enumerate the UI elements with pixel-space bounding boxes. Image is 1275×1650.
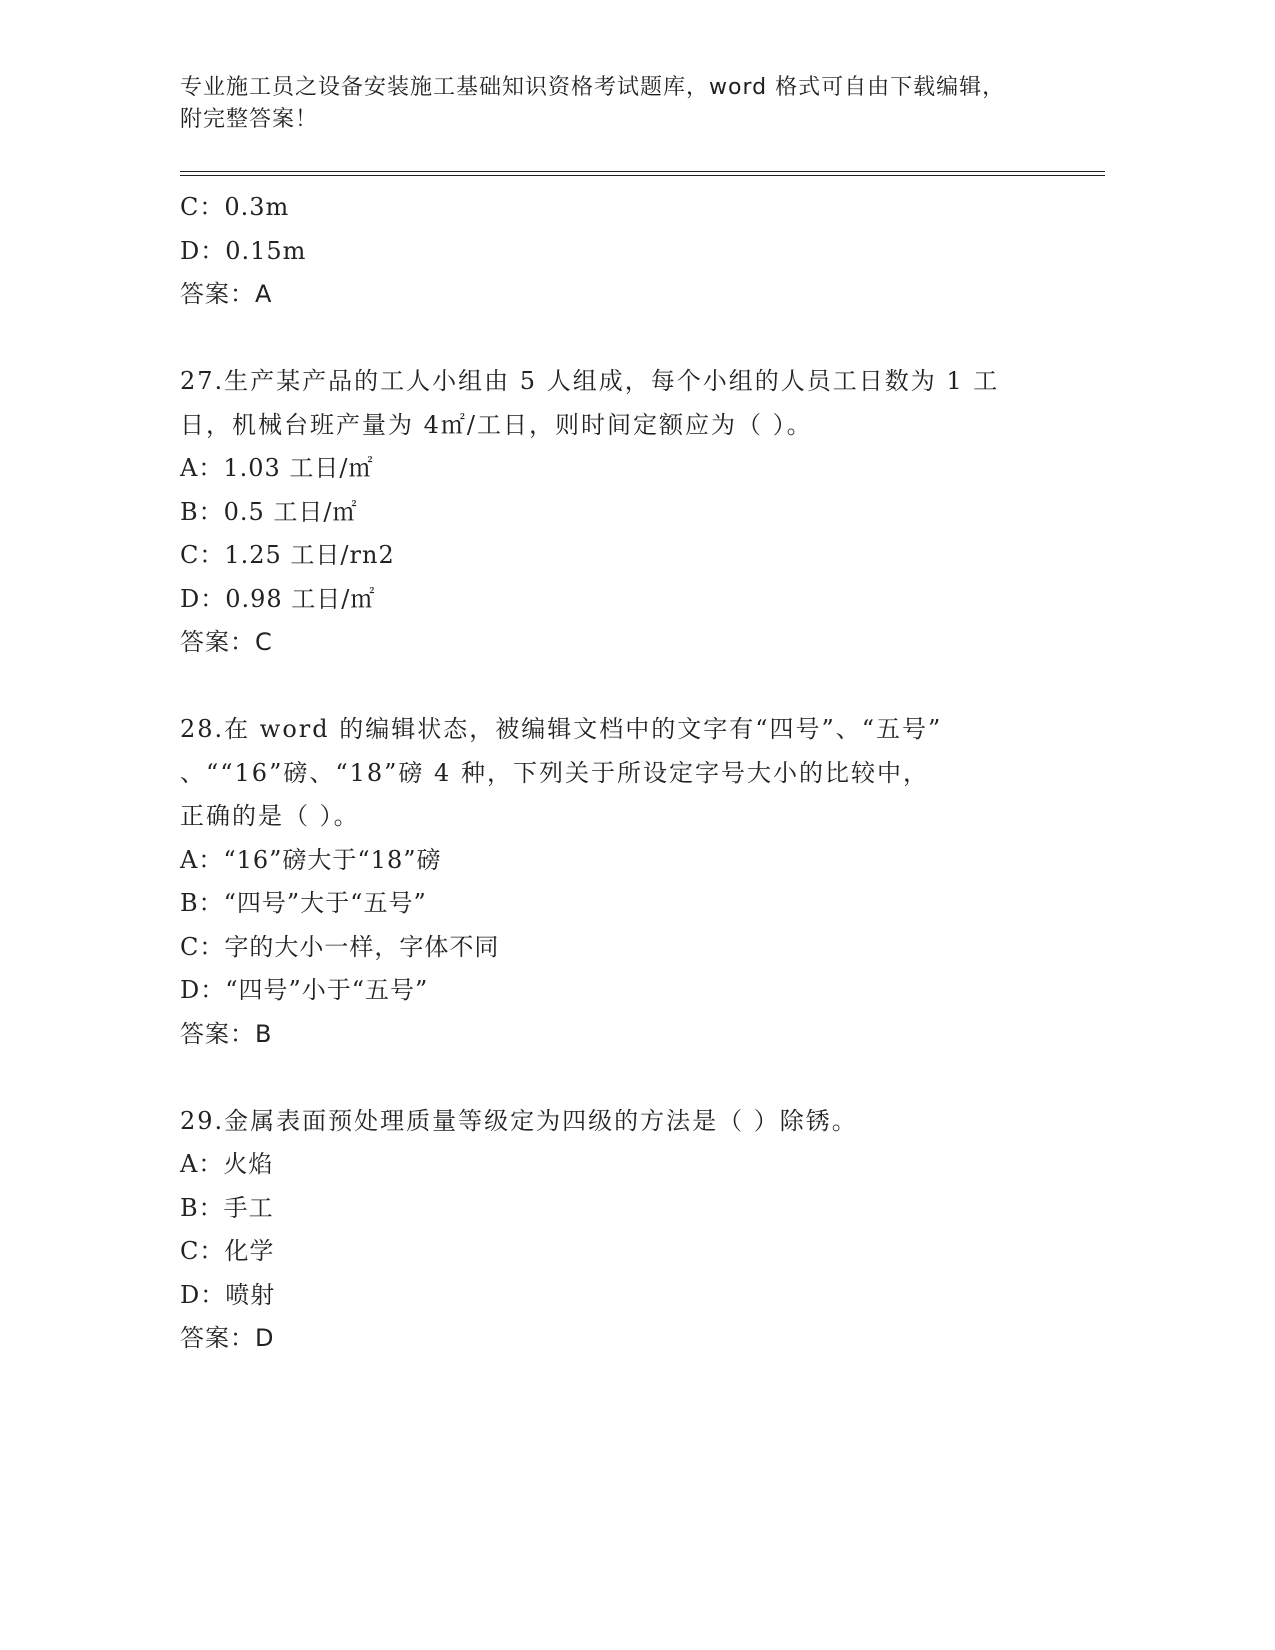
question-text: 29.金属表面预处理质量等级定为四级的方法是（ ）除锈。	[180, 1106, 858, 1135]
question-block	[180, 186, 1100, 317]
document-header	[180, 72, 1100, 136]
answer: 答案：B	[180, 1019, 273, 1048]
answer: 答案：A	[180, 280, 273, 308]
option: A：“16”磅大于“18”磅	[180, 845, 442, 874]
option: D：0.98 工日/㎡	[180, 584, 376, 613]
question-text: 、““16”磅、“18”磅 4 种，下列关于所设定字号大小的比较中，	[180, 758, 929, 787]
answer: 答案：C	[180, 628, 273, 656]
option: C：0.3m	[180, 193, 290, 221]
spacer	[180, 1056, 1100, 1100]
option: B：手工	[180, 1193, 274, 1222]
answer: 答案：D	[180, 1324, 275, 1352]
question-text: 28.在 word 的编辑状态，被编辑文档中的文字有“四号”、“五号”	[180, 715, 943, 743]
question-text: 27.生产某产品的工人小组由 5 人组成，每个小组的人员工日数为 1 工	[180, 367, 1000, 395]
header-line: 专业施工员之设备安装施工基础知识资格考试题库，word 格式可自由下载编辑，	[180, 75, 1006, 100]
spacer	[180, 665, 1100, 709]
option: A：火焰	[180, 1150, 274, 1178]
header-divider	[180, 175, 1105, 176]
option: D：喷射	[180, 1280, 276, 1309]
option: B：“四号”大于“五号”	[180, 889, 427, 917]
question-list	[180, 186, 1100, 1361]
header-line: 附完整答案！	[180, 107, 319, 132]
option: C：1.25 工日/rn2	[180, 541, 395, 569]
question-block	[180, 1100, 1100, 1361]
option: C：化学	[180, 1237, 275, 1265]
header-divider	[180, 171, 1105, 172]
option: C：字的大小一样，字体不同	[180, 932, 500, 961]
spacer	[180, 317, 1100, 361]
option: D：0.15m	[180, 236, 307, 265]
question-block	[180, 360, 1100, 665]
option: D：“四号”小于“五号”	[180, 976, 429, 1004]
question-block	[180, 708, 1100, 1056]
option: B：0.5 工日/㎡	[180, 497, 358, 526]
question-text: 正确的是（ ）。	[180, 802, 360, 830]
option: A：1.03 工日/㎡	[180, 454, 374, 482]
question-text: 日，机械台班产量为 4㎡/工日，则时间定额应为（ ）。	[180, 410, 813, 439]
